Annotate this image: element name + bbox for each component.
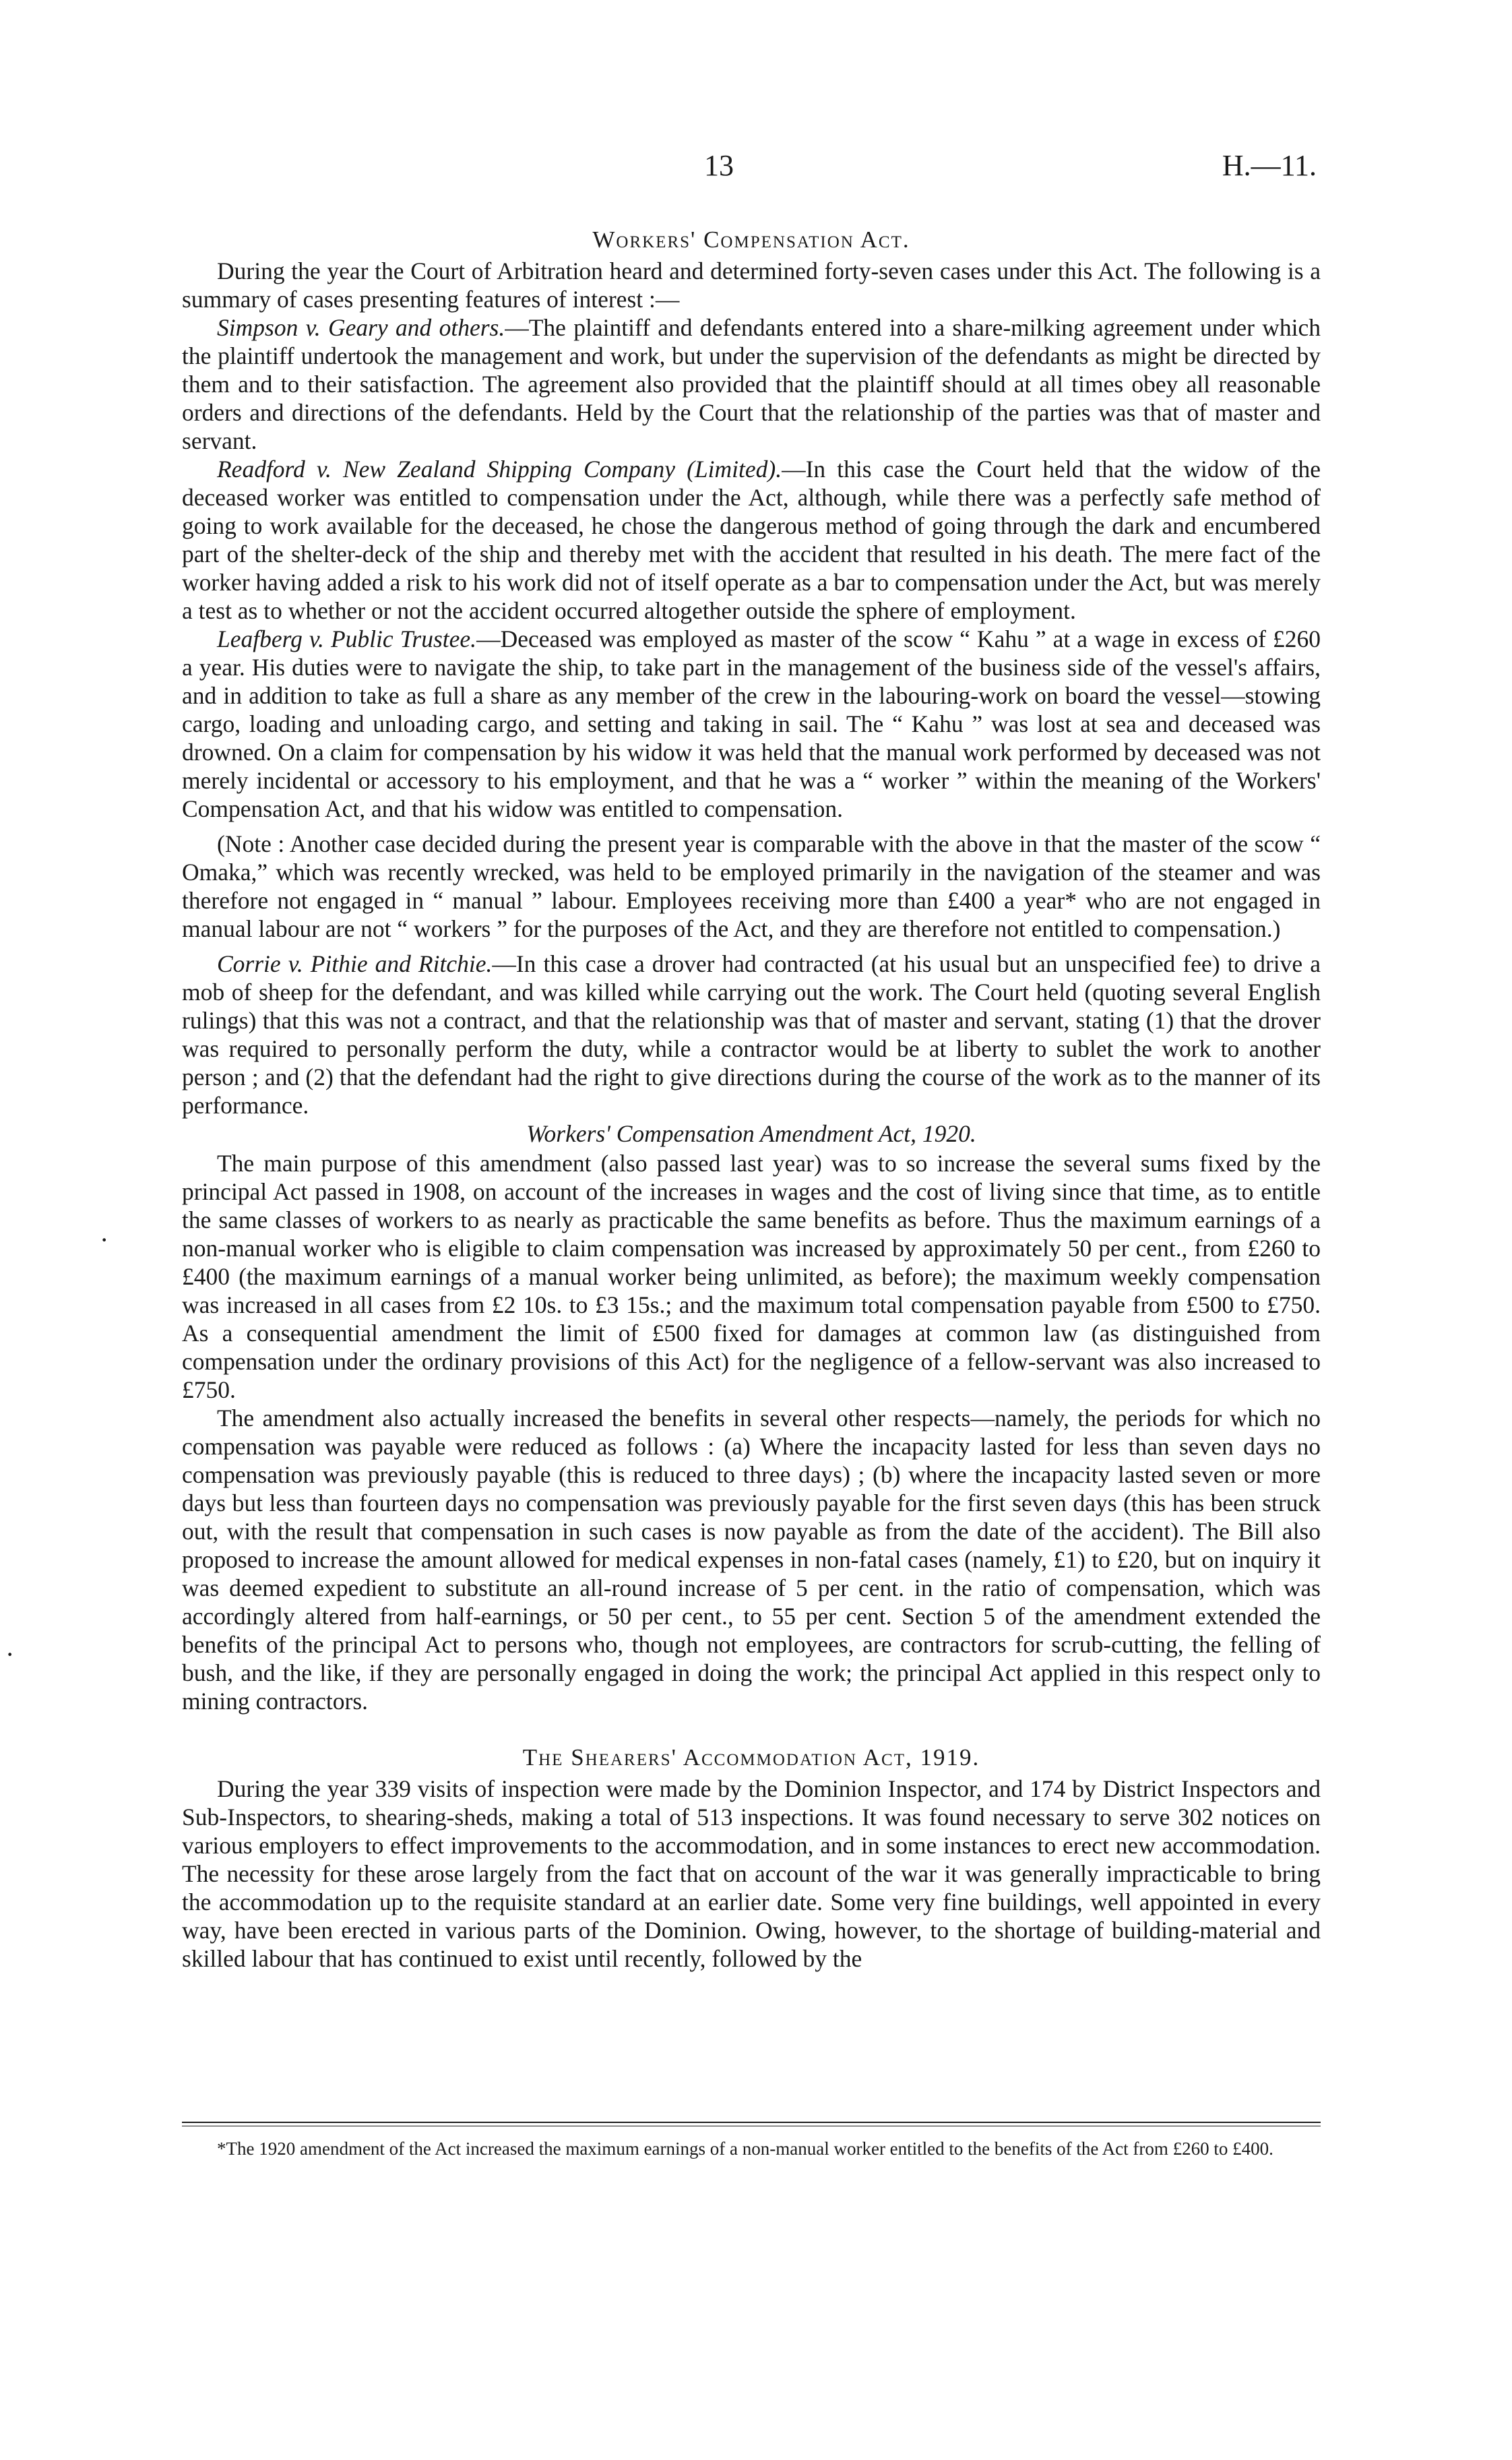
paragraph-amendment-benefits: The amendment also actually increased the benefits in several other respects—namely, the periods for which no compensation was payable were reduced as follows : (a) Where the incapacity lasted for less than seven days no compensation was previously payable (this is reduced to three days) ; (b) where the incapacity lasted seven or more days but less than fourteen days no compensation was previously payable for the first seven days (this has been struck out, with the result that compensation in such cases is now payable as from the date of the accident). The Bill also proposed to increase the amount allowed for medical expenses in non-fatal cases (namely, £1) to £20, but on inquiry it was deemed expedient to substitute an all-round increase of 5 per cent. in the ratio of compensation, which was accordingly altered from half-earnings, or 50 per cent., to 55 per cent. Section 5 of the amendment extended the benefits of the principal Act to persons who, though not employees, are contractors for scrub-cutting, the felling of bush, and the like, if they are personally engaged in doing the work; the principal Act applied in this respect only to mining contractors. <box>182 1405 1321 1715</box>
footnote: *The 1920 amendment of the Act increased the maximum earnings of a non-manual worker entitled to the benefits of the Act from £260 to £400. <box>217 2139 1273 2159</box>
page-body <box>182 226 1321 1973</box>
section-heading-amendment-act: Workers' Compensation Amendment Act, 1920. <box>526 1120 976 1147</box>
paragraph-case-simpson <box>182 313 1321 455</box>
footnote-rule <box>182 2122 1321 2123</box>
page-number: 13 <box>704 149 734 182</box>
margin-mark: · <box>100 1225 109 1255</box>
paragraph-case-corrie <box>182 950 1321 1119</box>
case-name-corrie: Corrie v. Pithie and Ritchie. <box>217 950 493 977</box>
section-heading-workers-compensation: Workers' Compensation Act. <box>592 226 910 253</box>
document-code: H.—11. <box>1222 149 1317 182</box>
paragraph-note: (Note : Another case decided during the present year is comparable with the above in that the master of the scow “ Omaka,” which was recently wrecked, was held to be employed primarily in the navigation of the steamer and was therefore not engaged in “ manual ” labour. Employees receiving more than £400 a year* who are not engaged in manual labour are not “ workers ” for the purposes of the Act, and they are therefore not entitled to compensation.) <box>182 830 1321 942</box>
section-heading-shearers-accommodation: The Shearers' Accommodation Act, 1919. <box>522 1744 980 1771</box>
case-name-readford: Readford v. New Zealand Shipping Company (Limited). <box>217 456 782 483</box>
case-name-leafberg: Leafberg v. Public Trustee. <box>217 625 477 652</box>
paragraph-case-leafberg <box>182 625 1321 823</box>
paragraph-intro: During the year the Court of Arbitration heard and determined forty-seven cases under this Act. The following is a summary of cases presenting features of interest :— <box>182 257 1321 313</box>
case-text-simpson: —The plaintiff and defendants entered into a share-milking agreement under which the plaintiff undertook the management and work, but under the supervision of the defendants as might be directed by them and to their satisfaction. The agreement also provided that the plaintiff should at all times obey all reasonable orders and directions of the defendants. Held by the Court that the relationship of the parties was that of master and servant. <box>182 314 1321 454</box>
paragraph-case-readford <box>182 455 1321 625</box>
case-text-readford: —In this case the Court held that the widow of the deceased worker was entitled to compensation under the Act, although, while there was a perfectly safe method of going to work available for the deceased, he chose the dangerous method of going through the dark and encumbered part of the shelter-deck of the ship and thereby met with the accident that resulted in his death. The mere fact of the worker having added a risk to his work did not of itself operate as a bar to compensation under the Act, but was merely a test as to whether or not the accident occurred altogether outside the sphere of employment. <box>182 456 1321 624</box>
case-name-simpson: Simpson v. Geary and others. <box>217 314 505 341</box>
paragraph-shearers-inspections: During the year 339 visits of inspection were made by the Dominion Inspector, and 174 by District Inspectors and Sub-Inspectors, to shearing-sheds, making a total of 513 inspections. It was found necessary to serve 302 notices on various employers to effect improvements to the accommodation, and in some instances to erect new accommodation. The necessity for these arose largely from the fact that on account of the war it was generally impracticable to bring the accommodation up to the requisite standard at an earlier date. Some very fine buildings, well appointed in every way, have been erected in various parts of the Dominion. Owing, however, to the shortage of building-material and skilled labour that has continued to exist until recently, followed by the <box>182 1775 1321 1972</box>
paragraph-amendment-purpose: The main purpose of this amendment (also passed last year) was to so increase the several sums fixed by the principal Act passed in 1908, on account of the increases in wages and the cost of living since that time, as to entitle the same classes of workers to as nearly as practicable the same benefits as before. Thus the maximum earnings of a non-manual worker who is eligible to claim compensation was increased by approximately 50 per cent., from £260 to £400 (the maximum earnings of a manual worker being unlimited, as before); the maximum weekly compensation was increased in all cases from £2 10s. to £3 15s.; and the maximum total compensation payable from £500 to £750. As a consequential amendment the limit of £500 fixed for damages at common law (as distinguished from compensation under the ordinary provisions of this Act) for the negligence of a fellow-servant was also increased to £750. <box>182 1150 1321 1403</box>
case-text-corrie: —In this case a drover had contracted (at his usual but an unspecified fee) to drive a mob of sheep for the defendant, and was killed while carrying out the work. The Court held (quoting several English rulings) that this was not a contract, and that the relationship was that of master and servant, stating (1) that the drover was required to personally perform the duty, while a contractor would be at liberty to sublet the work to another person ; and (2) that the defendant had the right to give directions during the course of the work as to the manner of its performance. <box>182 950 1321 1119</box>
case-text-leafberg: —Deceased was employed as master of the scow “ Kahu ” at a wage in excess of £260 a year. His duties were to navigate the ship, to take part in the management of the business side of the vessel's affairs, and in addition to take as full a share as any member of the crew in the labouring-work on board the vessel—stowing cargo, loading and unloading cargo, and setting and taking in sail. The “ Kahu ” was lost at sea and deceased was drowned. On a claim for compensation by his widow it was held that the manual work performed by deceased was not merely incidental or accessory to his employment, and that he was a “ worker ” within the meaning of the Workers' Compensation Act, and that his widow was entitled to compensation. <box>182 625 1321 822</box>
margin-mark: · <box>5 1639 15 1669</box>
